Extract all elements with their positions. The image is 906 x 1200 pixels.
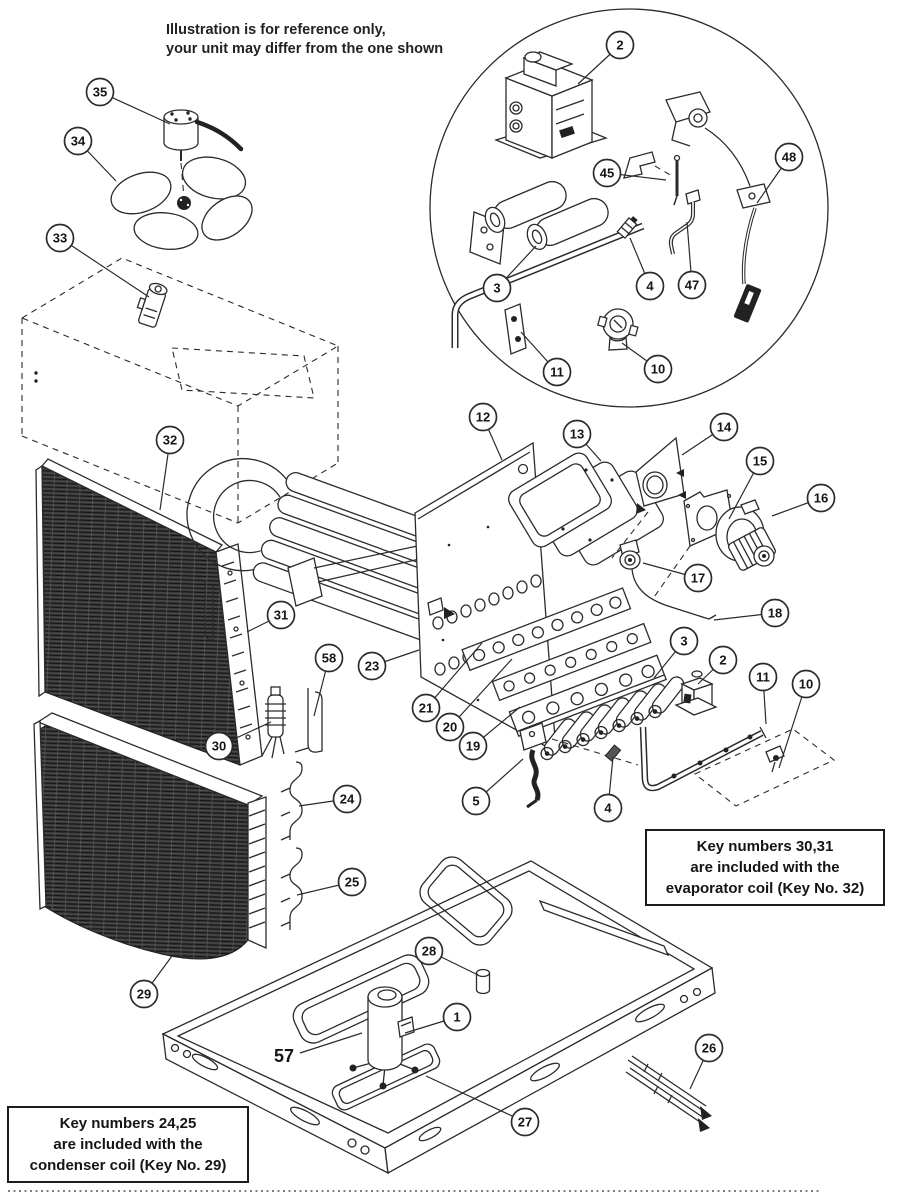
callout-16 bbox=[808, 485, 835, 512]
svg-text:45: 45 bbox=[599, 165, 615, 181]
leader-line-33 bbox=[60, 238, 149, 297]
j-tube bbox=[295, 688, 322, 752]
gas-valve-lower bbox=[676, 671, 716, 715]
svg-text:20: 20 bbox=[442, 719, 458, 735]
condenser-key-note-line3: condenser coil (Key No. 29) bbox=[29, 1157, 227, 1174]
svg-text:34: 34 bbox=[70, 133, 86, 149]
reference-note-line1: Illustration is for reference only, bbox=[166, 22, 386, 38]
callout-19 bbox=[460, 733, 487, 760]
evaporator-key-note-line2: are included with the bbox=[690, 859, 840, 876]
callout-48 bbox=[776, 144, 803, 171]
callout-18 bbox=[762, 600, 789, 627]
svg-text:2: 2 bbox=[719, 652, 727, 668]
svg-text:27: 27 bbox=[517, 1114, 533, 1130]
svg-text:11: 11 bbox=[550, 364, 564, 380]
igniter bbox=[520, 723, 546, 807]
svg-text:19: 19 bbox=[465, 738, 481, 754]
svg-text:29: 29 bbox=[136, 986, 152, 1002]
svg-text:26: 26 bbox=[701, 1040, 717, 1056]
condenser-key-note-line2: are included with the bbox=[53, 1136, 203, 1153]
callout-25 bbox=[339, 869, 366, 896]
callout-45 bbox=[594, 160, 621, 187]
condenser-key-note-line1: Key numbers 24,25 bbox=[59, 1115, 197, 1132]
grommet bbox=[477, 970, 490, 994]
svg-text:1: 1 bbox=[453, 1009, 461, 1025]
svg-text:17: 17 bbox=[690, 570, 706, 586]
callout-10 bbox=[645, 356, 672, 383]
callout-13 bbox=[564, 421, 591, 448]
callout-23 bbox=[359, 653, 386, 680]
callout-20 bbox=[437, 714, 464, 741]
flue-plate bbox=[636, 438, 686, 514]
fan-blade bbox=[105, 151, 260, 253]
callout-34 bbox=[65, 128, 92, 155]
callout-21 bbox=[413, 695, 440, 722]
callout-35 bbox=[87, 79, 114, 106]
svg-text:3: 3 bbox=[680, 633, 688, 649]
detail-circle bbox=[430, 9, 828, 407]
callout-1 bbox=[444, 1004, 471, 1031]
svg-text:18: 18 bbox=[767, 605, 783, 621]
callout-10 bbox=[793, 671, 820, 698]
callout-3 bbox=[484, 275, 511, 302]
callout-31 bbox=[268, 602, 295, 629]
svg-text:3: 3 bbox=[493, 280, 501, 296]
support-rails bbox=[626, 1056, 712, 1132]
callout-26 bbox=[696, 1035, 723, 1062]
callout-12 bbox=[470, 404, 497, 431]
distributor bbox=[262, 687, 286, 758]
svg-text:14: 14 bbox=[716, 419, 732, 435]
condenser-tubes bbox=[281, 762, 302, 930]
svg-text:13: 13 bbox=[569, 426, 585, 442]
svg-text:32: 32 bbox=[162, 432, 178, 448]
svg-text:5: 5 bbox=[472, 793, 480, 809]
svg-text:15: 15 bbox=[752, 453, 768, 469]
svg-text:31: 31 bbox=[273, 607, 289, 623]
callout-57 bbox=[274, 1046, 294, 1066]
evaporator-key-note bbox=[645, 829, 885, 906]
svg-text:2: 2 bbox=[616, 37, 624, 53]
callout-11 bbox=[750, 664, 777, 691]
svg-text:4: 4 bbox=[604, 800, 612, 816]
evaporator-key-note-line3: evaporator coil (Key No. 32) bbox=[665, 880, 865, 897]
svg-text:11: 11 bbox=[756, 669, 770, 685]
svg-text:33: 33 bbox=[52, 230, 68, 246]
svg-text:12: 12 bbox=[475, 409, 491, 425]
svg-text:23: 23 bbox=[364, 658, 380, 674]
svg-text:47: 47 bbox=[684, 277, 700, 293]
callout-30 bbox=[206, 733, 233, 760]
callout-15 bbox=[747, 448, 774, 475]
callout-33 bbox=[47, 225, 74, 252]
callout-28 bbox=[416, 938, 443, 965]
svg-text:30: 30 bbox=[211, 738, 227, 754]
callout-47 bbox=[679, 272, 706, 299]
reference-note-line2: your unit may differ from the one shown bbox=[166, 41, 444, 57]
callout-14 bbox=[711, 414, 738, 441]
callout-32 bbox=[157, 427, 184, 454]
svg-text:21: 21 bbox=[418, 700, 434, 716]
svg-text:48: 48 bbox=[781, 149, 797, 165]
condenser-key-note bbox=[7, 1106, 249, 1183]
callout-2 bbox=[710, 647, 737, 674]
svg-text:57: 57 bbox=[273, 1046, 295, 1066]
callout-17 bbox=[685, 565, 712, 592]
svg-text:25: 25 bbox=[344, 874, 360, 890]
callout-11 bbox=[544, 359, 571, 386]
svg-text:10: 10 bbox=[798, 676, 814, 692]
callout-27 bbox=[512, 1109, 539, 1136]
callout-58 bbox=[316, 645, 343, 672]
contactor bbox=[133, 280, 168, 328]
svg-text:10: 10 bbox=[650, 361, 666, 377]
support-bracket-panel bbox=[695, 729, 834, 806]
callout-5 bbox=[463, 788, 490, 815]
svg-text:58: 58 bbox=[321, 650, 337, 666]
svg-text:28: 28 bbox=[421, 943, 437, 959]
svg-text:35: 35 bbox=[92, 84, 108, 100]
evaporator-key-note-line1: Key numbers 30,31 bbox=[696, 838, 834, 855]
svg-text:24: 24 bbox=[339, 791, 355, 807]
manifold-lower bbox=[643, 727, 766, 788]
callout-3 bbox=[671, 628, 698, 655]
callout-24 bbox=[334, 786, 361, 813]
reference-note bbox=[166, 21, 496, 59]
callout-29 bbox=[131, 981, 158, 1008]
svg-text:16: 16 bbox=[813, 490, 829, 506]
svg-text:4: 4 bbox=[646, 278, 654, 294]
callout-2 bbox=[607, 32, 634, 59]
callout-4 bbox=[595, 795, 622, 822]
callout-4 bbox=[637, 273, 664, 300]
